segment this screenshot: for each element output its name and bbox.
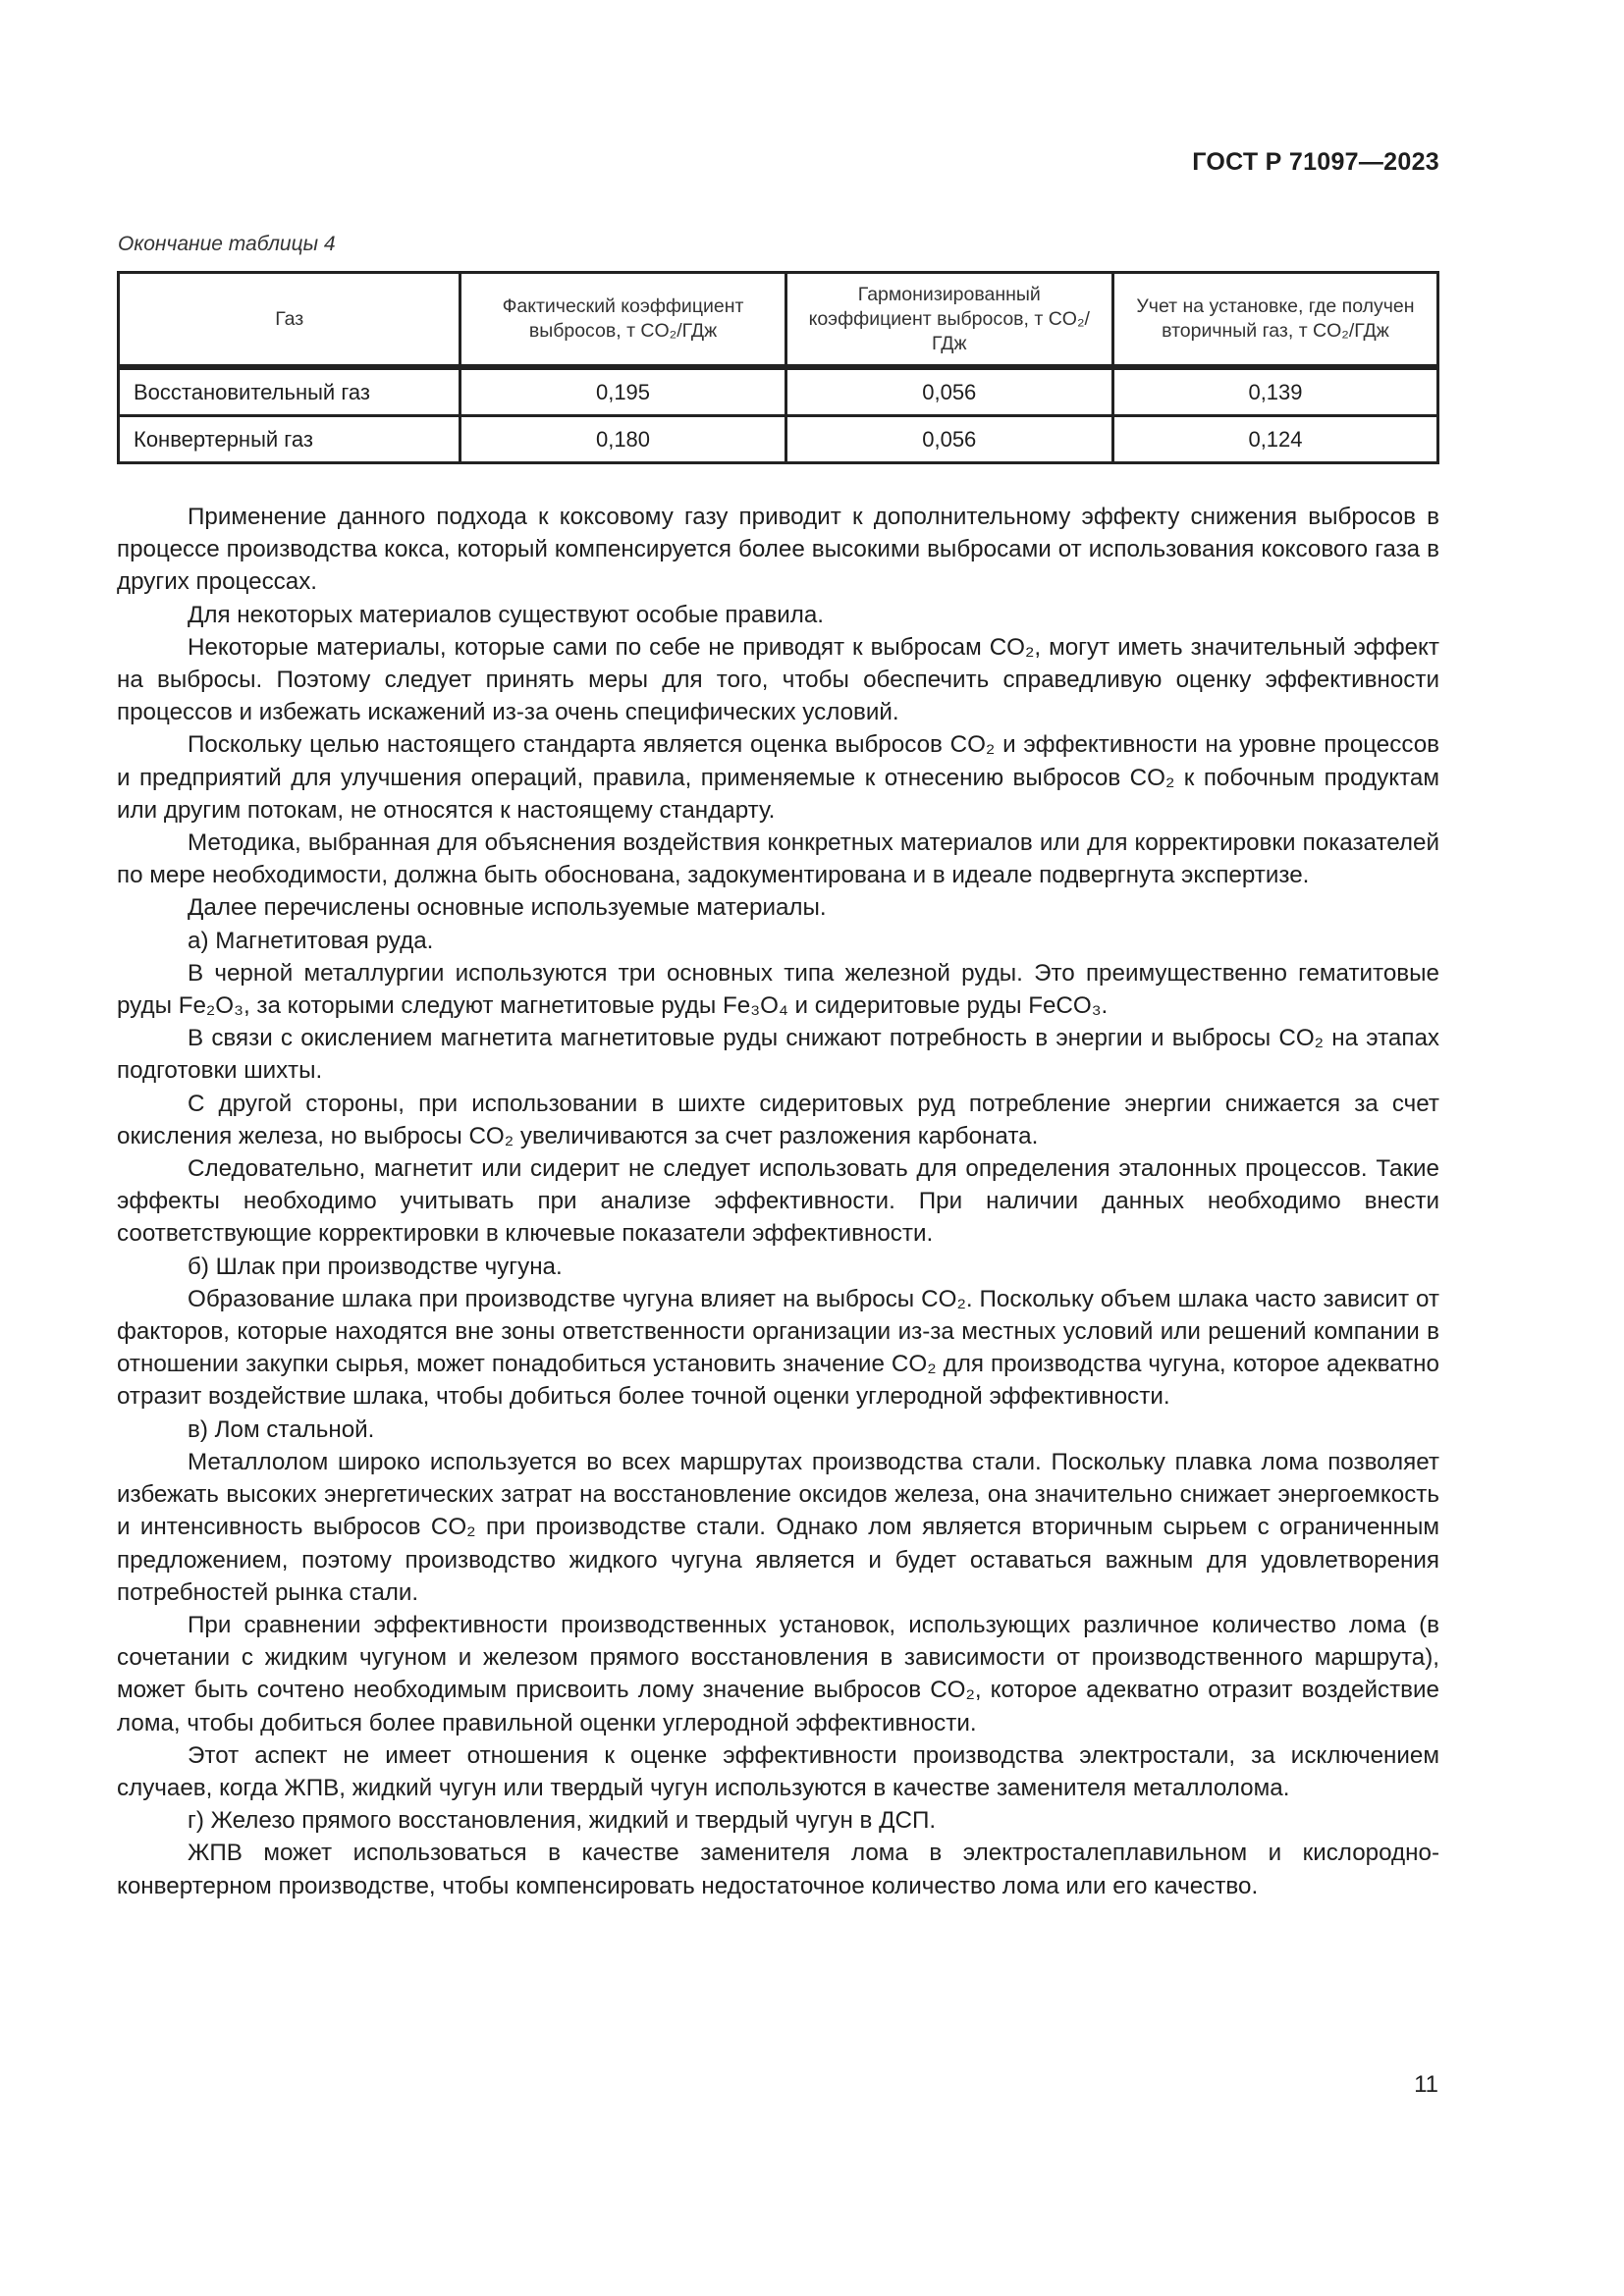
list-item-heading: в) Лом стальной. (188, 1415, 375, 1443)
column-header-label: Гармонизированный коэффициент выбросов, т CO₂/ГДж (808, 283, 1090, 354)
list-item-heading: б) Шлак при производстве чугуна. (188, 1253, 563, 1280)
paragraph: Следовательно, магнетит или сидерит не следует использовать для определения эталонных процессов. Такие эффекты необходимо учитывать при анализе эффективности. При наличии данных необходимо внести соответствующие корректировки в ключевые показатели эффективности. (117, 1155, 1439, 1248)
table-header-row (119, 273, 1438, 366)
paragraph: Этот аспект не имеет отношения к оценке эффективности производства электростали, за исключением случаев, когда ЖПВ, жидкий чугун или твердый чугун используются в качестве заменителя металлолома. (117, 1741, 1439, 1801)
table-4 (117, 271, 1439, 464)
column-header (1112, 273, 1437, 366)
table-row (119, 416, 1438, 463)
column-header (460, 273, 785, 366)
paragraph: С другой стороны, при использовании в шихте сидеритовых руд потребление энергии снижается за счет окисления железа, но выбросы CO₂ увеличиваются за счет разложения карбоната. (117, 1090, 1439, 1149)
column-header-label: Учет на установке, где получен вторичный газ, т CO₂/ГДж (1136, 295, 1415, 342)
column-header (119, 273, 460, 366)
cell-harmonized: 0,056 (785, 416, 1112, 463)
paragraph: В черной металлургии используются три основных типа железной руды. Это преимущественно гематитовые руды Fe₂O₃, за которыми следуют магнетитовые руды Fe₃O₄ и сидеритовые руды FeCO₃. (117, 959, 1439, 1020)
paragraph: Металлолом широко используется во всех маршрутах производства стали. Поскольку плавка лома позволяет избежать высоких энергетических затрат на восстановление оксидов железа, она значительно снижает энергоемкость и интенсивность выбросов CO₂ при производстве стали. Однако лом является вторичным сырьем с ограниченным предложением, поэтому производство жидкого чугуна является и будет оставаться важным для удовлетворения потребностей рынка стали. (117, 1448, 1439, 1606)
paragraph: ЖПВ может использоваться в качестве заменителя лома в электросталеплавильном и кислородно-конвертерном производстве, чтобы компенсировать недостаточное количество лома или его качество. (117, 1840, 1439, 1899)
paragraph: Далее перечислены основные используемые материалы. (188, 894, 827, 922)
list-item-heading: а) Магнетитовая руда. (188, 927, 434, 954)
cell-plant: 0,124 (1112, 416, 1437, 463)
paragraph: Применение данного подхода к коксовому газу приводит к дополнительному эффекту снижения выбросов в процессе производства кокса, который компенсируется более высокими выбросами от использования коксового газа в других процессах. (117, 504, 1439, 596)
paragraph: Некоторые материалы, которые сами по себе не приводят к выбросам CO₂, могут иметь значительный эффект на выбросы. Поэтому следует принять меры для того, чтобы обеспечить справедливую оценку эффективности процессов и избежать искажений из-за очень специфических условий. (117, 633, 1439, 726)
cell-gas: Конвертерный газ (119, 416, 460, 463)
list-item-heading: г) Железо прямого восстановления, жидкий и твердый чугун в ДСП. (188, 1807, 937, 1835)
column-header (785, 273, 1112, 366)
paragraph: Поскольку целью настоящего стандарта является оценка выбросов CO₂ и эффективности на уровне процессов и предприятий для улучшения операций, правила, применяемые к отнесению выбросов CO₂ к побочным продуктам или другим потокам, не относятся к настоящему стандарту. (117, 731, 1439, 824)
cell-actual: 0,180 (460, 416, 785, 463)
table-row (119, 369, 1438, 416)
document-header: ГОСТ Р 71097—2023 (1192, 148, 1439, 176)
table-caption: Окончание таблицы 4 (118, 233, 336, 255)
paragraph: В связи с окислением магнетита магнетитовые руды снижают потребность в энергии и выбросы CO₂ на этапах подготовки шихты. (117, 1025, 1439, 1085)
body-text (117, 501, 1439, 1902)
paragraph: При сравнении эффективности производственных установок, использующих различное количество лома (в сочетании с жидким чугуном и железом прямого восстановления в зависимости от производственного маршрута), может быть сочтено необходимым присвоить лому значение выбросов CO₂, которое адекватно отразит воздействие лома, чтобы добиться более правильной оценки углеродной эффективности. (117, 1611, 1439, 1736)
column-header-label: Фактический коэффициент выбросов, т CO₂/ГДж (502, 295, 744, 342)
paragraph: Для некоторых материалов существуют особые правила. (188, 601, 825, 628)
cell-actual: 0,195 (460, 369, 785, 416)
paragraph: Образование шлака при производстве чугуна влияет на выбросы CO₂. Поскольку объем шлака часто зависит от факторов, которые находятся вне зоны ответственности организации из-за местных условий или решений компании в отношении закупки сырья, может понадобиться установить значение CO₂ для производства чугуна, которое адекватно отразит воздействие шлака, чтобы добиться более точной оценки углеродной эффективности. (117, 1285, 1439, 1411)
cell-gas: Восстановительный газ (119, 369, 460, 416)
cell-plant: 0,139 (1112, 369, 1437, 416)
column-header-label: Газ (275, 307, 304, 330)
paragraph: Методика, выбранная для объяснения воздействия конкретных материалов или для корректировки показателей по мере необходимости, должна быть обоснована, задокументирована и в идеале подвергнута экспертизе. (117, 829, 1439, 889)
cell-harmonized: 0,056 (785, 369, 1112, 416)
page-number: 11 (1414, 2071, 1438, 2098)
